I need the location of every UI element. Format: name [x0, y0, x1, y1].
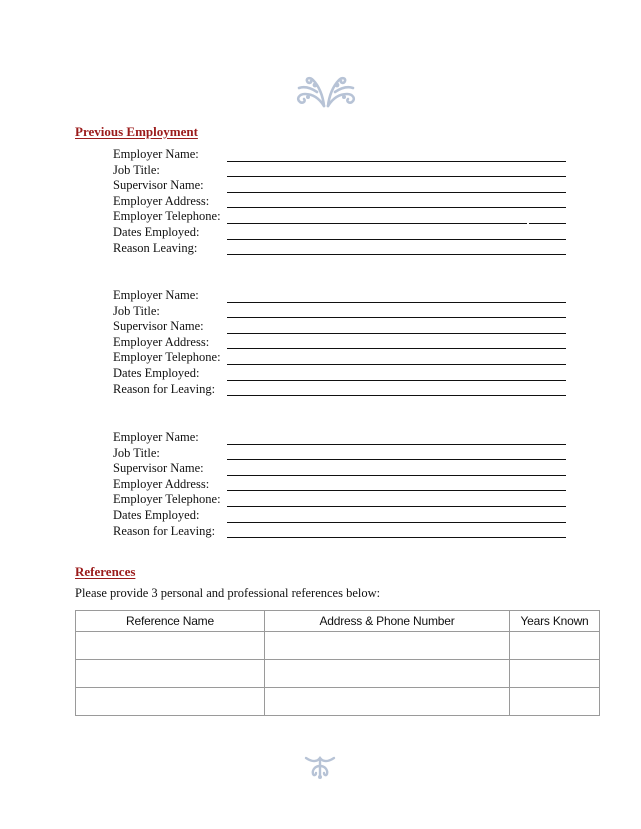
employer-address-line[interactable] — [227, 348, 566, 349]
form-row — [113, 461, 566, 477]
form-row — [113, 492, 566, 508]
reference-name-cell[interactable] — [76, 632, 265, 660]
years-known-cell[interactable] — [510, 660, 600, 688]
form-row — [113, 319, 566, 335]
address-phone-cell[interactable] — [265, 632, 510, 660]
field-label: Job Title: — [113, 162, 160, 177]
field-label: Employer Address: — [113, 193, 210, 208]
field-label: Employer Telephone: — [113, 209, 221, 224]
previous-employment-heading: Previous Employment — [75, 124, 198, 139]
job-title-line[interactable] — [227, 176, 566, 177]
field-label: Employer Telephone: — [113, 492, 221, 507]
address-phone-cell[interactable] — [265, 660, 510, 688]
table-row — [76, 660, 600, 688]
form-row — [113, 350, 566, 366]
form-row — [113, 178, 566, 194]
references-table — [75, 610, 600, 716]
field-label: Dates Employed: — [113, 507, 200, 522]
references-intro: Please provide 3 personal and professional references below: — [75, 586, 381, 600]
field-label: Employer Telephone: — [113, 350, 221, 365]
field-label: Employer Address: — [113, 334, 210, 349]
column-header-years-known: Years Known — [510, 611, 600, 632]
reference-name-cell[interactable] — [76, 688, 265, 716]
table-row — [76, 688, 600, 716]
column-header-reference-name: Reference Name — [76, 611, 265, 632]
employer-address-line[interactable] — [227, 207, 566, 208]
job-title-line[interactable] — [227, 317, 566, 318]
form-row — [113, 430, 566, 446]
years-known-cell[interactable] — [510, 688, 600, 716]
form-row — [113, 209, 566, 225]
form-row — [113, 524, 566, 540]
employer-telephone-line[interactable] — [227, 364, 566, 365]
reason-leaving-line[interactable] — [227, 254, 566, 255]
field-label: Supervisor Name: — [113, 319, 204, 334]
form-row — [113, 163, 566, 179]
employer-name-line[interactable] — [227, 444, 566, 445]
dates-employed-line[interactable] — [227, 380, 566, 381]
field-label: Reason Leaving: — [113, 240, 198, 255]
field-label: Supervisor Name: — [113, 178, 204, 193]
employer-address-line[interactable] — [227, 490, 566, 491]
field-label: Dates Employed: — [113, 224, 200, 239]
supervisor-name-line[interactable] — [227, 192, 566, 193]
field-label: Reason for Leaving: — [113, 381, 216, 396]
form-row — [113, 194, 566, 210]
field-label: Employer Name: — [113, 430, 199, 444]
supervisor-name-line[interactable] — [227, 333, 566, 334]
dates-employed-line[interactable] — [227, 239, 566, 240]
form-row — [113, 366, 566, 382]
form-row — [113, 147, 566, 163]
table-row — [76, 632, 600, 660]
dates-employed-line[interactable] — [227, 522, 566, 523]
column-header-address-phone: Address & Phone Number — [265, 611, 510, 632]
form-row — [113, 508, 566, 524]
field-label: Employer Name: — [113, 288, 199, 302]
field-label: Dates Employed: — [113, 365, 200, 380]
form-row — [113, 288, 566, 304]
floral-flourish-icon — [303, 754, 337, 780]
form-row — [113, 382, 566, 398]
field-label: Supervisor Name: — [113, 461, 204, 476]
supervisor-name-line[interactable] — [227, 475, 566, 476]
employer-telephone-line[interactable] — [227, 506, 566, 507]
form-row — [113, 446, 566, 462]
field-label: Employer Address: — [113, 476, 210, 491]
employer-telephone-line[interactable] — [227, 223, 566, 224]
employer-block-1 — [113, 147, 566, 256]
field-label: Reason for Leaving: — [113, 523, 216, 538]
years-known-cell[interactable] — [510, 632, 600, 660]
form-row — [113, 304, 566, 320]
reason-leaving-line[interactable] — [227, 537, 566, 538]
employer-block-3 — [113, 430, 566, 539]
reference-name-cell[interactable] — [76, 660, 265, 688]
form-row — [113, 335, 566, 351]
table-header-row — [76, 611, 600, 632]
references-heading: References — [75, 564, 136, 579]
form-row — [113, 241, 566, 257]
address-phone-cell[interactable] — [265, 688, 510, 716]
form-row — [113, 225, 566, 241]
employer-name-line[interactable] — [227, 302, 566, 303]
field-label: Employer Name: — [113, 147, 199, 161]
job-title-line[interactable] — [227, 459, 566, 460]
field-label: Job Title: — [113, 445, 160, 460]
reason-leaving-line[interactable] — [227, 395, 566, 396]
form-row — [113, 477, 566, 493]
employer-block-2 — [113, 288, 566, 397]
field-label: Job Title: — [113, 303, 160, 318]
employer-name-line[interactable] — [227, 161, 566, 162]
floral-flourish-icon — [293, 72, 359, 110]
